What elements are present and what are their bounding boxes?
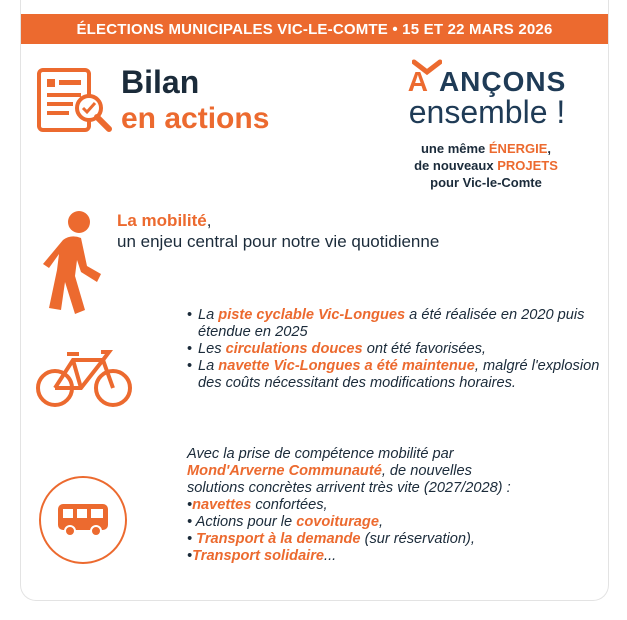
bullet-circulations-douces: • Les circulations douces ont été favorisées,	[187, 341, 602, 358]
future-mobility-section	[187, 446, 607, 565]
bullet-navette: • La navette Vic-Longues a été maintenue, malgré l'explosion des coûts nécessitant des modifications horaires.	[187, 358, 602, 392]
flyer-card	[20, 0, 609, 601]
title-en-actions: en actions	[121, 102, 270, 135]
report-magnifier-icon	[37, 66, 113, 134]
mobility-subtitle: un enjeu central pour notre vie quotidienne	[117, 232, 440, 251]
mobility-bullets	[187, 307, 602, 392]
campaign-logo	[377, 66, 597, 131]
intro-line-2: Mond'Arverne Communauté, de nouvelles	[187, 463, 472, 479]
bus-circle	[39, 476, 127, 564]
item-navettes: •navettes confortées,	[187, 497, 328, 513]
intro-line-3: solutions concrètes arrivent très vite (2027/2028) :	[187, 480, 511, 496]
bullet-piste-cyclable: • La piste cyclable Vic-Longues a été réalisée en 2020 puis étendue en 2025	[187, 307, 602, 341]
intro-line-1: Avec la prise de compétence mobilité par	[187, 446, 454, 462]
logo-ensemble: ensemble !	[408, 94, 566, 130]
logo-heart-icon	[412, 58, 442, 76]
item-covoiturage: • Actions pour le covoiturage,	[187, 514, 383, 530]
bus-icon	[56, 502, 110, 538]
item-transport-demande: • Transport à la demande (sur réservation),	[187, 531, 475, 547]
logo-letter-a: A	[408, 66, 429, 98]
mobility-title: La mobilité,	[117, 211, 212, 230]
logo-word: ANÇONS	[438, 66, 567, 97]
slogan: une même ÉNERGIE, de nouveaux PROJETS pour Vic-le-Comte	[414, 141, 558, 190]
bicycle-icon	[35, 346, 133, 410]
election-banner: ÉLECTIONS MUNICIPALES VIC-LE-COMTE • 15 ET 22 MARS 2026	[21, 14, 608, 44]
item-transport-solidaire: •Transport solidaire...	[187, 548, 337, 564]
title-bilan: Bilan	[121, 64, 200, 100]
pedestrian-icon	[41, 210, 105, 320]
